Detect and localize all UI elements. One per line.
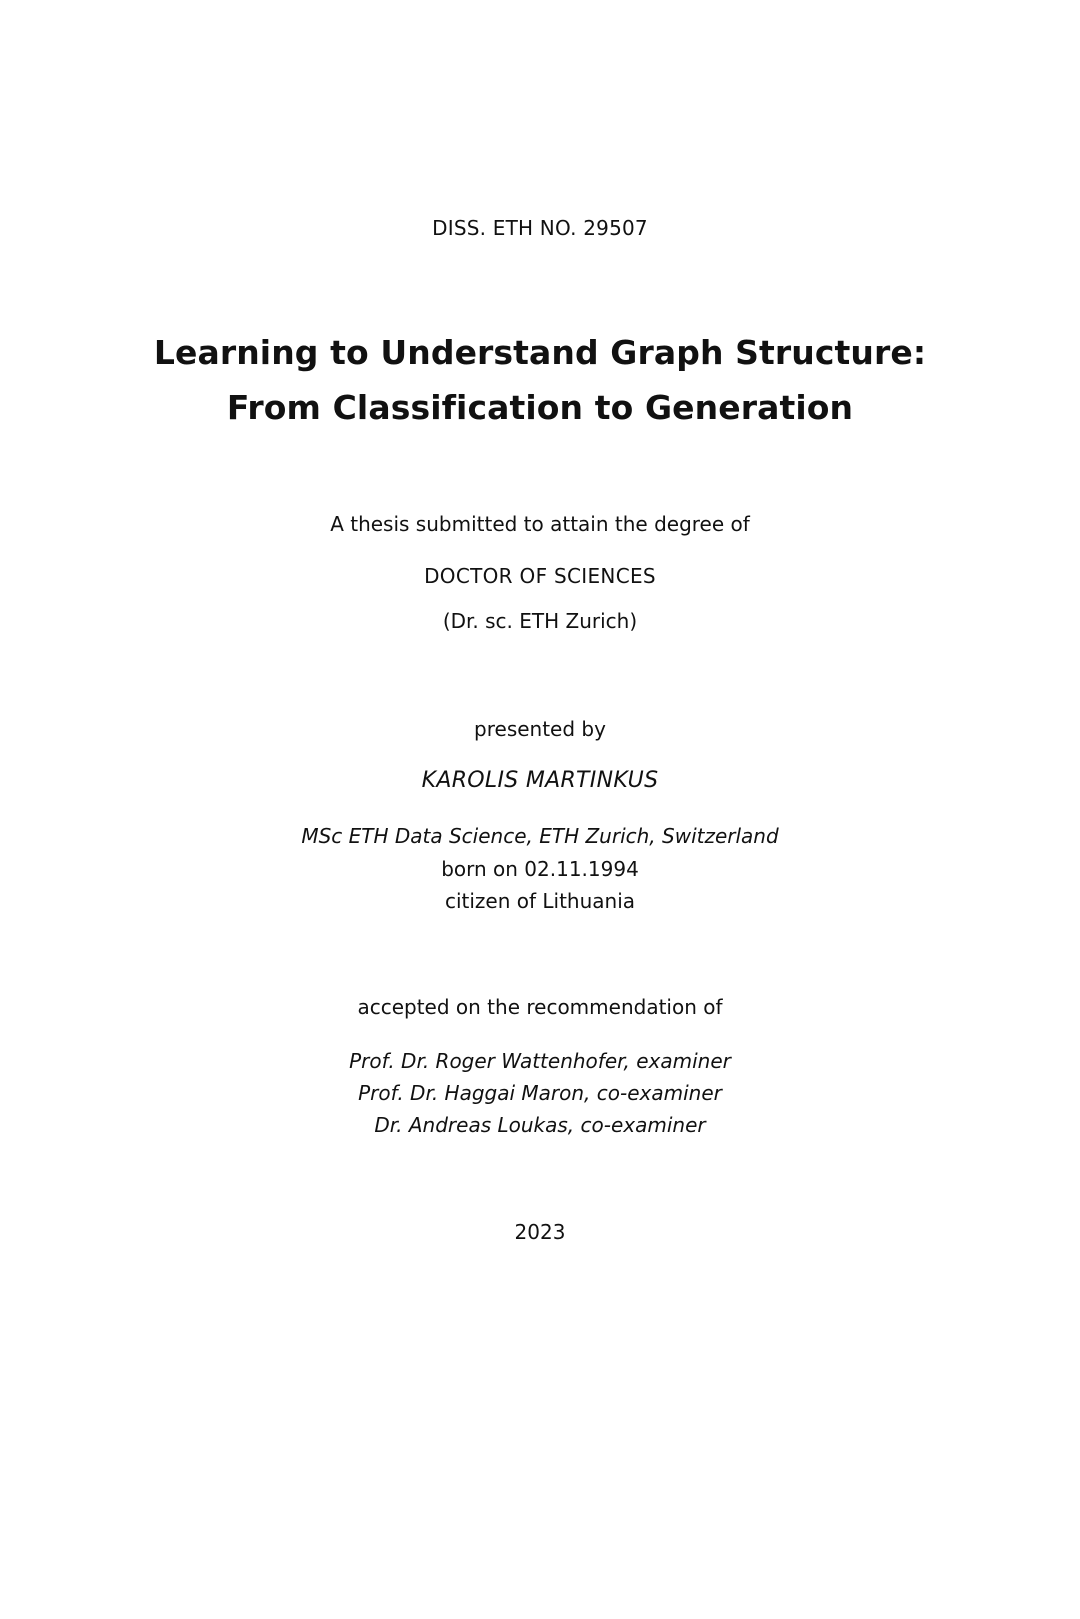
author-qualification: MSc ETH Data Science, ETH Zurich, Switzerland [301,824,779,848]
thesis-title-line-2: From Classification to Generation [226,388,854,427]
author-name: KAROLIS MARTINKUS [421,768,659,793]
dissertation-number: DISS. ETH NO. 29507 [432,216,648,240]
degree-name: DOCTOR OF SCIENCES [424,564,656,588]
degree-abbreviation: (Dr. sc. ETH Zurich) [442,609,638,633]
committee-intro: accepted on the recommendation of [357,995,723,1019]
author-birth-date: born on 02.11.1994 [441,857,639,881]
committee-member: Prof. Dr. Roger Wattenhofer, examiner [349,1049,731,1073]
author-citizenship: citizen of Lithuania [444,889,636,913]
committee-member: Prof. Dr. Haggai Maron, co-examiner [358,1081,722,1105]
thesis-year: 2023 [514,1220,566,1244]
presented-by-label: presented by [474,717,606,741]
degree-intro: A thesis submitted to attain the degree of [330,512,750,536]
thesis-title-line-1: Learning to Understand Graph Structure: [153,333,927,372]
committee-member: Dr. Andreas Loukas, co-examiner [374,1113,706,1137]
